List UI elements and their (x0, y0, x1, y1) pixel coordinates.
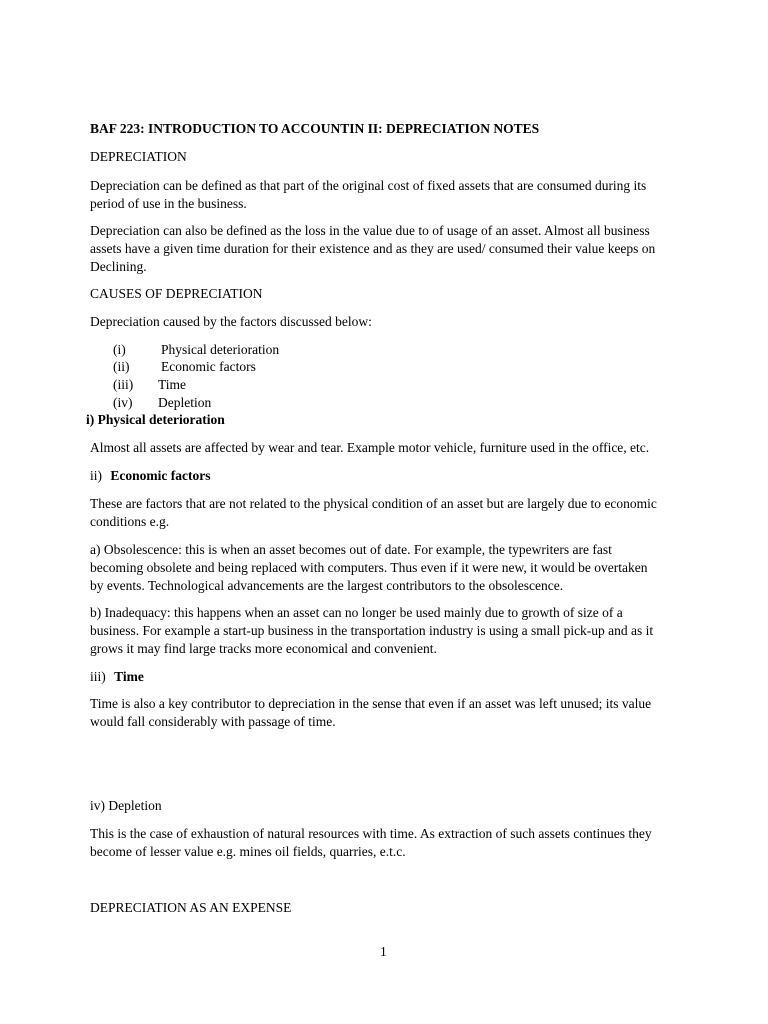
depletion-body: This is the case of exhaustion of natural resources with time. As extraction of such assets continues they become of lesser value e.g. mines oil fields, quarries, e.t.c. (90, 826, 652, 859)
list-item-text: Physical deterioration (161, 342, 280, 357)
paragraph-definition-2: Depreciation can also be defined as the loss in the value due to of usage of an asset. Almost all business assets have a given time duration for their existence and as they are used/ consumed their value keeps on Declining. (90, 223, 656, 274)
causes-intro: Depreciation caused by the factors discussed below: (90, 314, 372, 329)
heading-physical-deterioration: i) Physical deterioration (86, 412, 225, 427)
list-item-number: (iii) (113, 377, 134, 392)
list-item-number: (i) (113, 342, 126, 357)
document-title: BAF 223: INTRODUCTION TO ACCOUNTIN II: DEPRECIATION NOTES (90, 121, 540, 136)
heading-depreciation-expense: DEPRECIATION AS AN EXPENSE (90, 900, 292, 915)
list-item-text: Time (158, 377, 187, 392)
section-number: ii) (90, 468, 102, 483)
list-item-number: (ii) (113, 359, 130, 374)
list-item-text: Depletion (158, 395, 212, 410)
time-body: Time is also a key contributor to depreciation in the sense that even if an asset was left unused; its value would fall considerably with passage of time. (90, 696, 652, 729)
inadequacy-paragraph: b) Inadequacy: this happens when an asset can no longer be used mainly due to growth of size of a business. For example a start-up business in the transportation industry is using a small pick-up and as it grows it may find large tracks more economical and convenient. (90, 605, 654, 656)
list-item-number: (iv) (113, 395, 133, 410)
list-item-text: Economic factors (161, 359, 256, 374)
heading-economic-factors (90, 467, 210, 485)
paragraph-definition-1: Depreciation can be defined as that part of the original cost of fixed assets that are consumed during its period of use in the business. (90, 178, 647, 211)
heading-depreciation: DEPRECIATION (90, 149, 187, 164)
economic-factors-body: These are factors that are not related to the physical condition of an asset but are largely due to economic conditions e.g. (90, 496, 657, 529)
heading-depletion: iv) Depletion (90, 798, 162, 813)
obsolescence-paragraph: a) Obsolescence: this is when an asset becomes out of date. For example, the typewriters are fast becoming obsolete and being replaced with computers. Thus even if it were new, it would be overtaken by events. Technological advancements are the largest contributors to the obsolescence. (90, 542, 648, 593)
section-heading: Economic factors (110, 468, 211, 483)
section-number: iii) (90, 669, 106, 684)
heading-time (90, 668, 144, 686)
physical-deterioration-body: Almost all assets are affected by wear and tear. Example motor vehicle, furniture used in the office, etc. (90, 440, 650, 455)
page-number: 1 (380, 944, 387, 959)
heading-causes: CAUSES OF DEPRECIATION (90, 286, 263, 301)
section-heading: Time (114, 669, 144, 684)
